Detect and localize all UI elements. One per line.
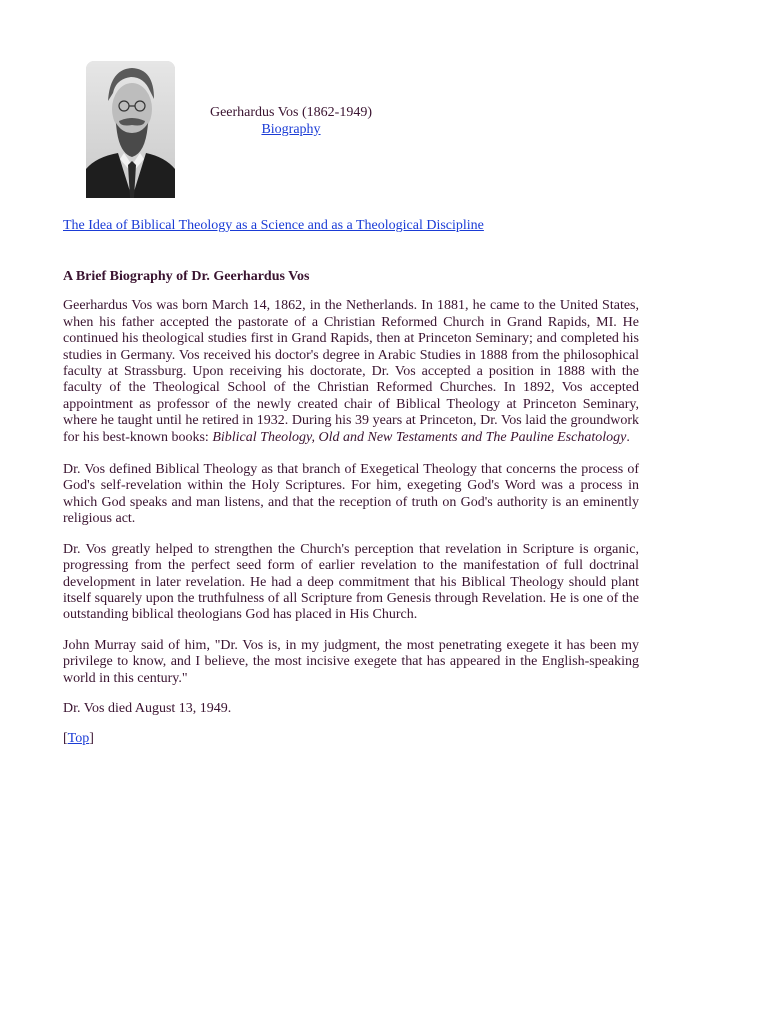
top-bracket-close: ] [89, 731, 94, 747]
biography-content [63, 269, 639, 762]
paragraph-5: Dr. Vos died August 13, 1949. [63, 700, 232, 716]
paragraph-3: Dr. Vos greatly helped to strengthen the Church's perception that revelation in Scripture is organic, progressing from the perfect seed form of earlier revelation to the manifestation of full doctrinal development in later revelation. He had a deep commitment that his Biblical Theology should plant itself squarely upon the truthfulness of all Scripture from Genesis through Revelation. He is one of the outstanding biblical theologians God has placed in His Church. [63, 541, 639, 623]
paragraph-4: John Murray said of him, "Dr. Vos is, in my judgment, the most penetrating exegete it has been my privilege to know, and I believe, the most incisive exegete that has appeared in the English-speaking world in this century." [63, 637, 639, 686]
portrait-image [86, 61, 175, 198]
top-link[interactable]: Top [67, 731, 90, 747]
header-caption [180, 104, 402, 138]
top-link-line [63, 731, 639, 747]
top-bracket-open: [ [63, 731, 68, 747]
book-titles: Biblical Theology, Old and New Testaments and The Pauline Eschatology [212, 429, 627, 445]
section-title: A Brief Biography of Dr. Geerhardus Vos [63, 269, 310, 284]
biography-link[interactable]: Biography [261, 122, 321, 137]
paragraph-1-end: . [626, 429, 630, 445]
portrait-photo [86, 61, 175, 198]
paragraph-1-text: Geerhardus Vos was born March 14, 1862, in the Netherlands. In 1881, he came to the United States, when his father accepted the pastorate of a Christian Reformed Church in Grand Rapids, MI. He continued his theological studies first in Grand Rapids, then at Princeton Seminary; and completed his studies in Germany. Vos received his doctor's degree in Arabic Studies in 1888 from the philosophical faculty at Strassburg. Upon receiving his doctorate, Dr. Vos accepted a position in 1888 with the faculty of the Theological School of the Christian Reformed Churches. In 1892, Vos accepted appointment as professor of the newly created chair of Biblical Theology at Princeton Seminary, where he taught until he retired in 1932. During his 39 years at Princeton, Dr. Vos laid the groundwork for his best-known books: [63, 298, 639, 445]
paragraph-2: Dr. Vos defined Biblical Theology as that branch of Exegetical Theology that concerns the process of God's self-revelation within the Holy Scriptures. For him, exegeting God's Word was a process in which God speaks and man listens, and that the reception of truth on God's authority is an eminently religious act. [63, 462, 639, 527]
paragraph-1 [63, 298, 639, 446]
idea-of-biblical-theology-link[interactable]: The Idea of Biblical Theology as a Science and as a Theological Discipline [63, 218, 484, 233]
author-name-dates: Geerhardus Vos (1862-1949) [209, 105, 372, 120]
